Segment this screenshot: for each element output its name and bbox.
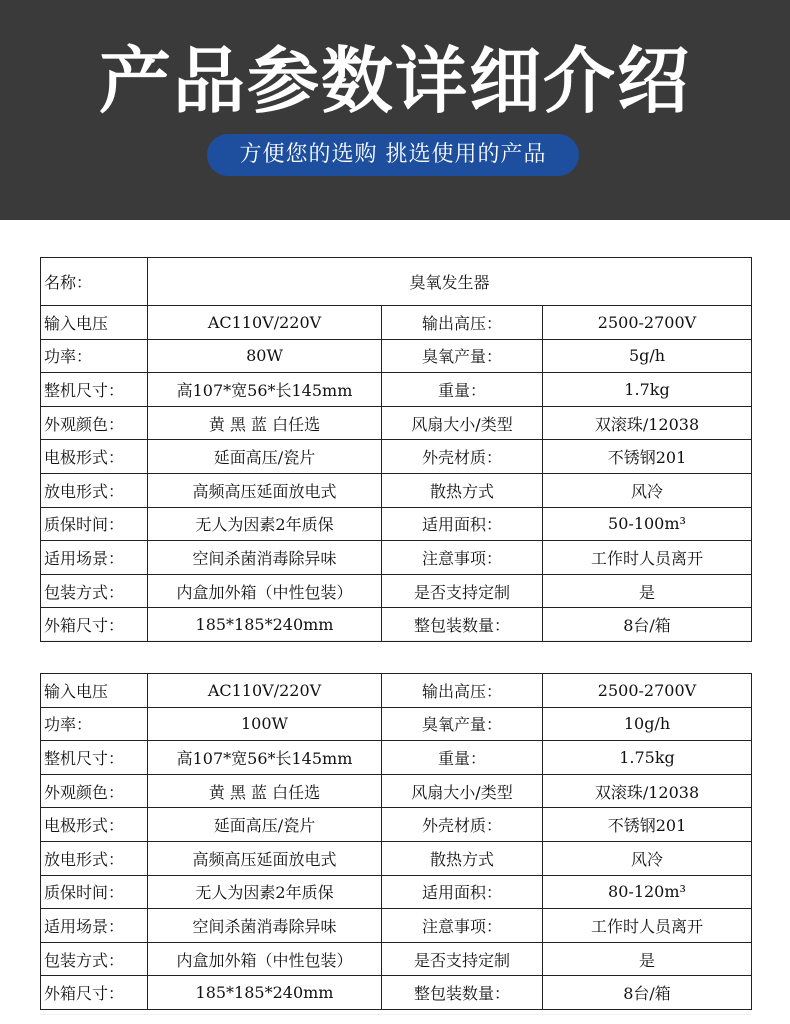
spec-label: 外观颜色： <box>41 406 148 440</box>
spec-value: 80W <box>148 339 382 373</box>
spec-value: 双滚珠/12038 <box>543 406 752 440</box>
spec-value: 185*185*240mm <box>148 608 382 642</box>
table-row <box>41 909 752 943</box>
table-row <box>41 608 752 642</box>
spec-label: 输出高压： <box>382 306 543 340</box>
spec-value: 5g/h <box>543 339 752 373</box>
spec-value: AC110V/220V <box>148 306 382 340</box>
spec-value: 1.75kg <box>543 741 752 775</box>
spec-value: 80-120m³ <box>543 875 752 909</box>
spec-label: 包装方式： <box>41 574 148 608</box>
spec-label: 注意事项： <box>382 909 543 943</box>
spec-value: 高107*宽56*长145mm <box>148 741 382 775</box>
table-row <box>41 473 752 507</box>
spec-value: AC110V/220V <box>148 674 382 708</box>
spec-value: 延面高压/瓷片 <box>148 440 382 474</box>
spec-label: 适用面积： <box>382 507 543 541</box>
spec-label: 整包装数量： <box>382 976 543 1010</box>
spec-label: 外壳材质： <box>382 808 543 842</box>
table-row <box>41 976 752 1010</box>
spec-table-80w <box>40 257 752 642</box>
spec-label: 包装方式： <box>41 942 148 976</box>
spec-label: 质保时间： <box>41 507 148 541</box>
spec-value: 空间杀菌消毒除异味 <box>148 909 382 943</box>
spec-value: 不锈钢201 <box>543 808 752 842</box>
spec-value: 风冷 <box>543 473 752 507</box>
spec-label: 放电形式： <box>41 841 148 875</box>
spec-label: 输入电压 <box>41 674 148 708</box>
spec-value: 8台/箱 <box>543 976 752 1010</box>
spec-value: 工作时人员离开 <box>543 909 752 943</box>
spec-value: 工作时人员离开 <box>543 541 752 575</box>
header-banner <box>0 0 790 220</box>
spec-value: 8台/箱 <box>543 608 752 642</box>
table-row <box>41 875 752 909</box>
spec-value: 双滚珠/12038 <box>543 774 752 808</box>
table-row <box>41 808 752 842</box>
spec-label: 适用面积： <box>382 875 543 909</box>
spec-value: 高107*宽56*长145mm <box>148 373 382 407</box>
spec-value: 1.7kg <box>543 373 752 407</box>
spec-label: 输出高压： <box>382 674 543 708</box>
spec-value: 空间杀菌消毒除异味 <box>148 541 382 575</box>
spec-value: 2500-2700V <box>543 306 752 340</box>
spec-label: 放电形式： <box>41 473 148 507</box>
spec-value: 风冷 <box>543 841 752 875</box>
spec-label: 电极形式： <box>41 808 148 842</box>
table-row <box>41 440 752 474</box>
spec-table-100w <box>40 673 752 1010</box>
table-row <box>41 774 752 808</box>
table-row <box>41 574 752 608</box>
spec-value: 无人为因素2年质保 <box>148 507 382 541</box>
table-row <box>41 339 752 373</box>
spec-label: 质保时间： <box>41 875 148 909</box>
spec-label: 输入电压 <box>41 306 148 340</box>
page-title: 产品参数详细介绍 <box>98 39 691 123</box>
table-row <box>41 741 752 775</box>
spec-value: 内盒加外箱（中性包装） <box>148 574 382 608</box>
spec-value: 2500-2700V <box>543 674 752 708</box>
name-label: 名称： <box>41 258 148 306</box>
name-value: 臭氧发生器 <box>148 258 752 306</box>
spec-label: 散热方式 <box>382 841 543 875</box>
spec-label: 整机尺寸： <box>41 741 148 775</box>
spec-label: 风扇大小/类型 <box>382 406 543 440</box>
table-row <box>41 674 752 708</box>
spec-label: 风扇大小/类型 <box>382 774 543 808</box>
spec-label: 适用场景： <box>41 909 148 943</box>
spec-value: 10g/h <box>543 707 752 741</box>
spec-label: 是否支持定制 <box>382 942 543 976</box>
table-row <box>41 258 752 306</box>
spec-value: 不锈钢201 <box>543 440 752 474</box>
spec-value: 高频高压延面放电式 <box>148 473 382 507</box>
spec-label: 适用场景： <box>41 541 148 575</box>
spec-value: 内盒加外箱（中性包装） <box>148 942 382 976</box>
spec-value: 延面高压/瓷片 <box>148 808 382 842</box>
table-row <box>41 541 752 575</box>
spec-value: 是 <box>543 942 752 976</box>
table-row <box>41 841 752 875</box>
table-row <box>41 707 752 741</box>
spec-label: 功率： <box>41 707 148 741</box>
table-row <box>41 306 752 340</box>
spec-value: 无人为因素2年质保 <box>148 875 382 909</box>
table-row <box>41 507 752 541</box>
spec-label: 臭氧产量： <box>382 339 543 373</box>
faint-divider <box>40 1014 751 1015</box>
spec-label: 外观颜色： <box>41 774 148 808</box>
spec-value: 黄 黑 蓝 白任选 <box>148 774 382 808</box>
spec-label: 电极形式： <box>41 440 148 474</box>
table-row <box>41 942 752 976</box>
spec-value: 黄 黑 蓝 白任选 <box>148 406 382 440</box>
spec-value: 高频高压延面放电式 <box>148 841 382 875</box>
subtitle-pill: 方便您的选购 挑选使用的产品 <box>207 134 579 176</box>
table-row <box>41 406 752 440</box>
table-row <box>41 373 752 407</box>
spec-value: 100W <box>148 707 382 741</box>
spec-label: 功率： <box>41 339 148 373</box>
spec-value: 50-100m³ <box>543 507 752 541</box>
spec-value: 是 <box>543 574 752 608</box>
spec-label: 外箱尺寸： <box>41 976 148 1010</box>
spec-label: 散热方式 <box>382 473 543 507</box>
spec-label: 是否支持定制 <box>382 574 543 608</box>
spec-label: 外壳材质： <box>382 440 543 474</box>
spec-label: 臭氧产量： <box>382 707 543 741</box>
spec-label: 注意事项： <box>382 541 543 575</box>
spec-label: 外箱尺寸： <box>41 608 148 642</box>
spec-value: 185*185*240mm <box>148 976 382 1010</box>
spec-label: 重量： <box>382 373 543 407</box>
spec-label: 重量： <box>382 741 543 775</box>
spec-label: 整机尺寸： <box>41 373 148 407</box>
spec-label: 整包装数量： <box>382 608 543 642</box>
